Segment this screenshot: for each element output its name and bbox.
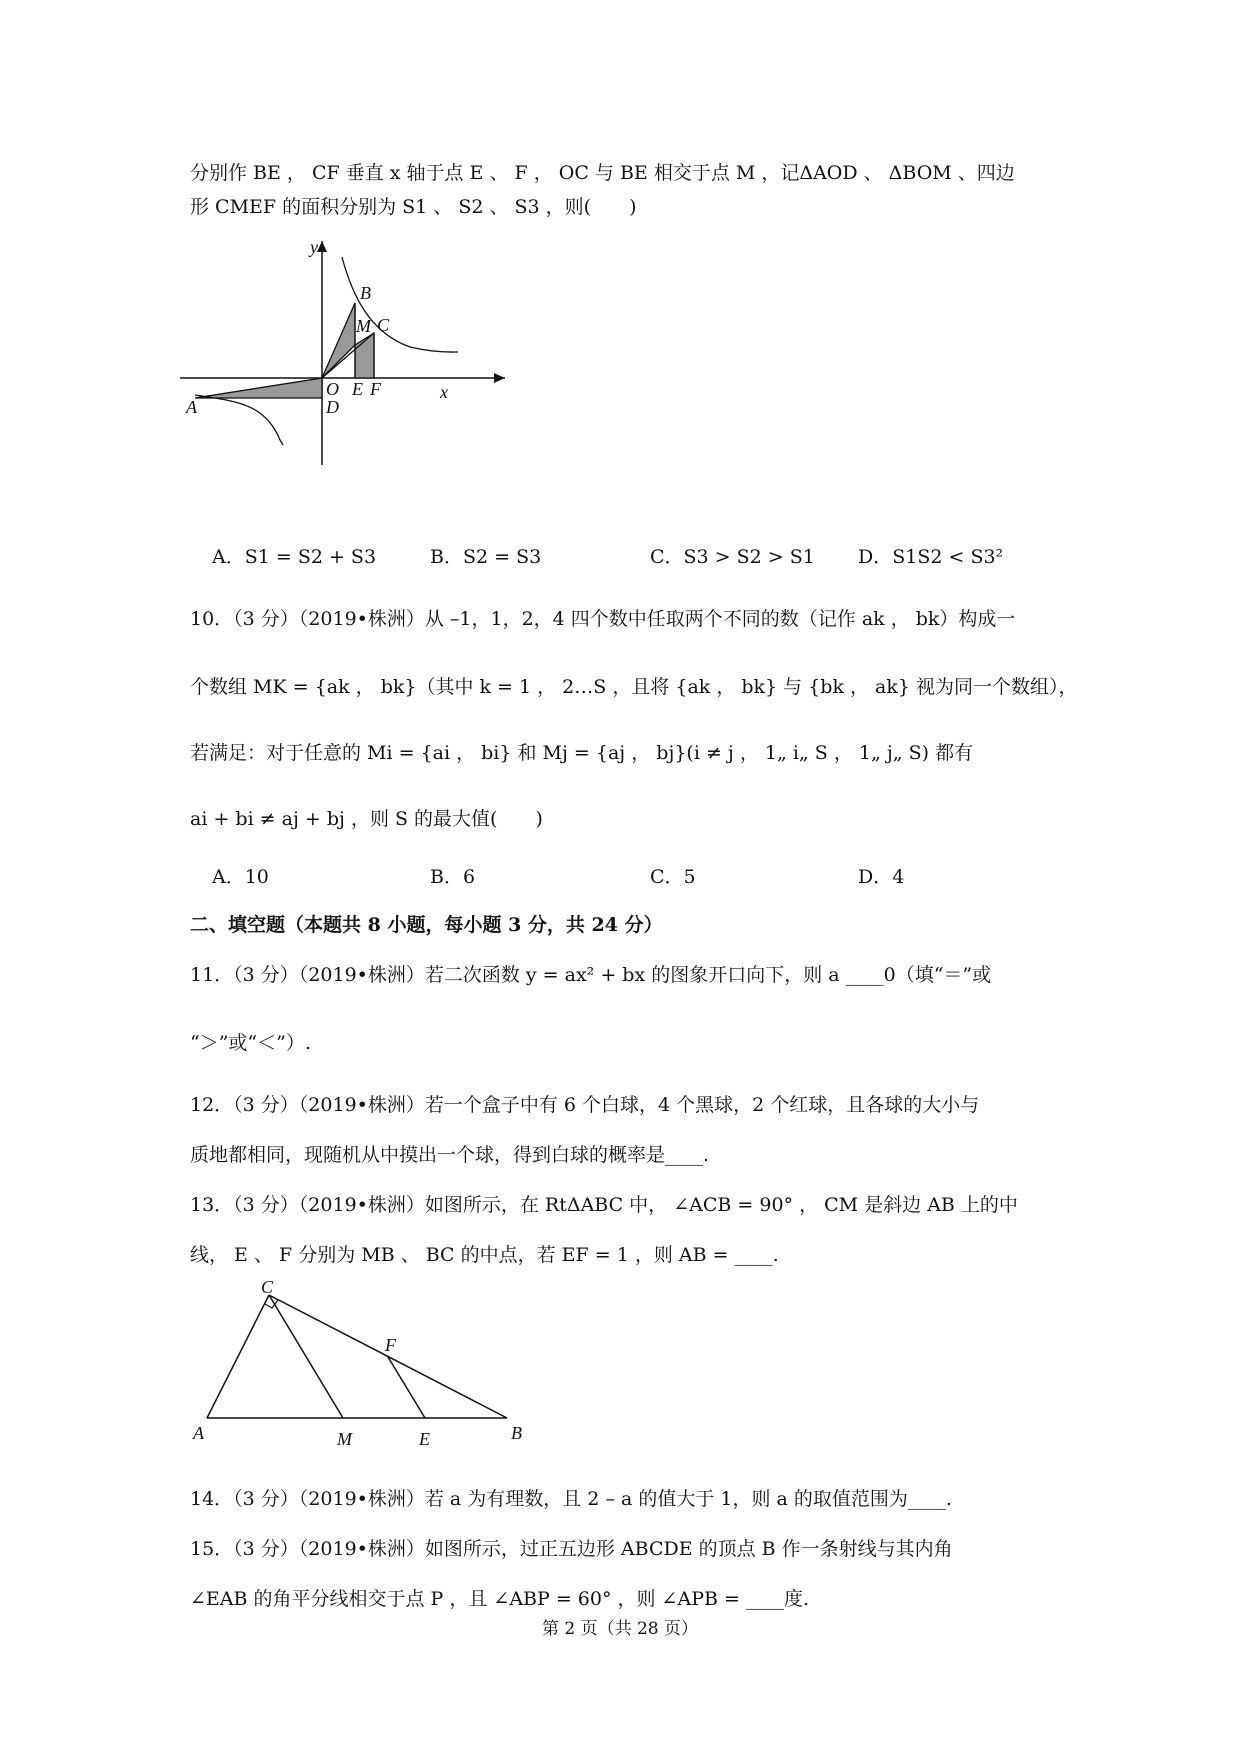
q9-line1: 分别作 BE ， CF 垂直 x 轴于点 E 、 F ， OC 与 BE 相交于点 M ，记ΔAOD 、 ΔBOM 、四边	[190, 162, 1015, 184]
q10-option-b: B．6	[430, 866, 476, 888]
page-footer: 第 2 页（共 28 页）	[541, 1619, 699, 1639]
fig1-label-y: y	[310, 237, 318, 257]
q12-line1: 12．（3 分）（2019•株洲）若一个盒子中有 6 个白球，4 个黑球，2 个红球，且各球的大小与	[190, 1094, 980, 1116]
fig1-label-x: x	[440, 382, 448, 402]
fig2-label-c: C	[261, 1277, 274, 1297]
fig2-label-a: A	[193, 1423, 204, 1443]
fig1-label-c: C	[377, 315, 390, 335]
q10-option-d: D．4	[858, 866, 905, 888]
q10-option-a: A．10	[212, 866, 269, 888]
fig1-label-b: B	[360, 283, 371, 303]
q10-option-c: C．5	[650, 866, 696, 888]
fig1-label-m: M	[356, 316, 371, 336]
fig1-label-e: E	[352, 379, 363, 399]
fig2-label-e: E	[419, 1429, 430, 1449]
q11-line1: 11．（3 分）（2019•株洲）若二次函数 y = ax² + bx 的图象开口向下，则 a ____0（填“＝”或	[190, 964, 992, 986]
q9-option-a: A．S1 = S2 + S3	[212, 546, 377, 568]
q15-line1: 15．（3 分）（2019•株洲）如图所示，过正五边形 ABCDE 的顶点 B 作一条射线与其内角	[190, 1538, 953, 1560]
figure-hyperbola	[180, 235, 520, 495]
q9-option-c: C．S3 > S2 > S1	[650, 546, 815, 568]
q10-line1: 10．（3 分）（2019•株洲）从 –1，1，2，4 四个数中任取两个不同的数（记作 ak ， bk）构成一	[190, 608, 1016, 630]
q9-line2: 形 CMEF 的面积分别为 S1 、 S2 、 S3 ，则( )	[190, 196, 637, 218]
q10-line2: 个数组 MK = {ak ， bk}（其中 k = 1 ， 2…S ，且将 {ak ， bk} 与 {bk ， ak} 视为同一个数组），	[190, 676, 1078, 698]
q13-line2: 线， E 、 F 分别为 MB 、 BC 的中点，若 EF = 1 ，则 AB = ____.	[190, 1244, 779, 1266]
figure-triangle	[185, 1275, 535, 1450]
fig1-label-o: O	[326, 379, 339, 399]
fig1-label-a: A	[186, 397, 197, 417]
fig1-label-f: F	[370, 379, 381, 399]
q15-line2: ∠EAB 的角平分线相交于点 P ，且 ∠ABP = 60° ，则 ∠APB = ____度.	[190, 1588, 809, 1610]
q9-option-d: D．S1S2 < S3²	[858, 546, 1004, 568]
q10-line4: ai + bi ≠ aj + bj ，则 S 的最大值( )	[190, 808, 543, 830]
q10-line3: 若满足：对于任意的 Mi = {ai ， bi} 和 Mj = {aj ， bj}(i ≠ j ， 1„ i„ S ， 1„ j„ S) 都有	[190, 742, 974, 764]
fig2-label-f: F	[385, 1335, 396, 1355]
q9-option-b: B．S2 = S3	[430, 546, 542, 568]
fig1-label-d: D	[326, 397, 339, 417]
q14-line1: 14．（3 分）（2019•株洲）若 a 为有理数，且 2 – a 的值大于 1，则 a 的取值范围为____.	[190, 1488, 952, 1510]
fig2-label-b: B	[511, 1423, 522, 1443]
q12-line2: 质地都相同，现随机从中摸出一个球，得到白球的概率是____.	[190, 1144, 710, 1166]
q13-line1: 13．（3 分）（2019•株洲）如图所示，在 RtΔABC 中， ∠ACB = 90° ， CM 是斜边 AB 上的中	[190, 1194, 1018, 1216]
q11-line2: “＞”或“＜”）.	[190, 1032, 311, 1054]
section-heading-fill-in: 二、填空题（本题共 8 小题，每小题 3 分，共 24 分）	[190, 914, 663, 936]
fig2-label-m: M	[337, 1429, 352, 1449]
